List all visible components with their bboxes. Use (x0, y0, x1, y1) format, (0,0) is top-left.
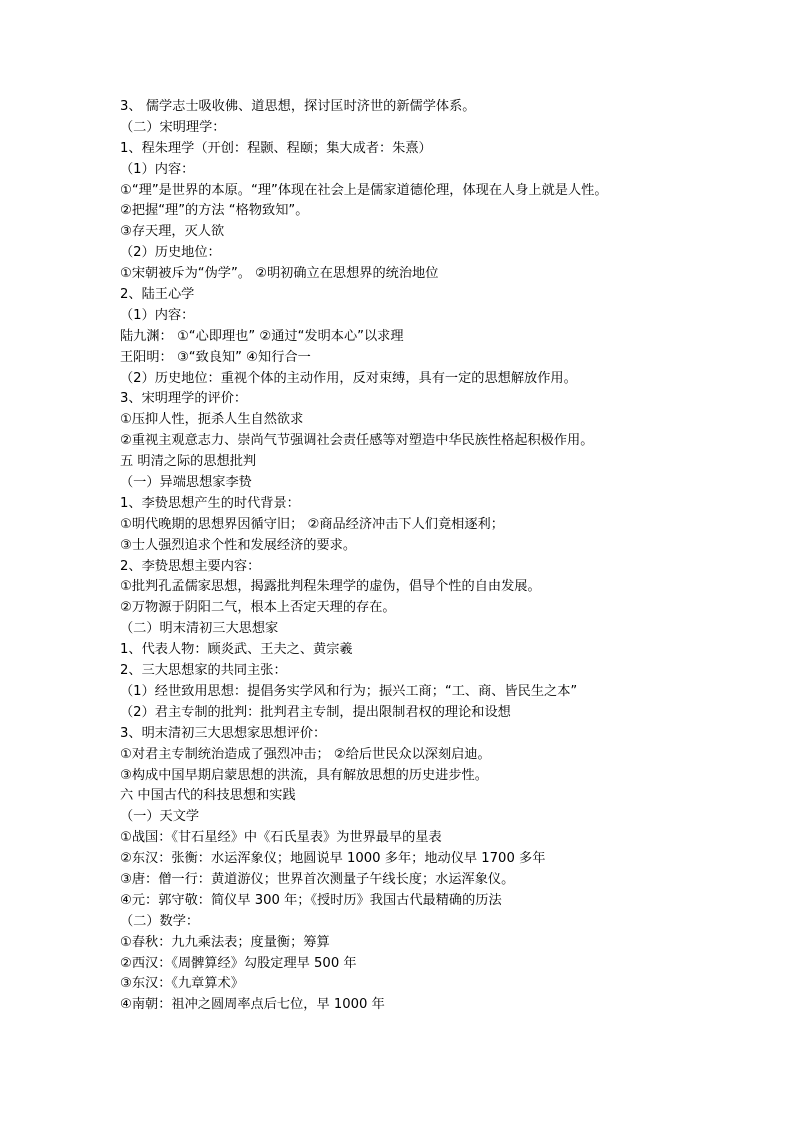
text-line: 1、程朱理学（开创：程颢、程颐；集大成者：朱熹） (120, 140, 432, 156)
text-line: ④元：郭守敬：简仪早 300 年；《授时历》我国古代最精确的历法 (120, 892, 502, 908)
text-line: 3、宋明理学的评价： (120, 391, 248, 407)
text-line: 王阳明： ③“致良知” ④知行合一 (120, 349, 311, 365)
text-line: （1）内容： (120, 307, 195, 323)
text-line: 3、明末清初三大思想家思想评价： (120, 725, 327, 741)
text-line: （2）历史地位：重视个体的主动作用，反对束缚，具有一定的思想解放作用。 (120, 370, 577, 386)
text-line: ①宋朝被斥为“伪学”。 ②明初确立在思想界的统治地位 (120, 266, 439, 282)
text-line: ①对君主专制统治造成了强烈冲击； ②给后世民众以深刻启迪。 (120, 746, 491, 762)
section-heading: 五 明清之际的思想批判 (120, 454, 257, 470)
text-line: ②东汉：张衡：水运浑象仪；地圆说早 1000 多年；地动仪早 1700 多年 (120, 851, 546, 867)
text-line: ②重视主观意志力、崇尚气节强调社会责任感等对塑造中华民族性格起积极作用。 (120, 433, 594, 449)
text-line: ①批判孔孟儒家思想，揭露批判程朱理学的虚伪，倡导个性的自由发展。 (120, 579, 541, 595)
text-line: ③士人强烈追求个性和发展经济的要求。 (120, 537, 357, 553)
text-line: 1、代表人物：顾炎武、王夫之、黄宗羲 (120, 642, 353, 658)
text-line: （2）历史地位： (120, 245, 221, 261)
text-line: ①明代晚期的思想界因循守旧； ②商品经济冲击下人们竟相逐利； (120, 516, 504, 532)
text-line: 2、李贽思想主要内容： (120, 558, 261, 574)
text-line: （一）异端思想家李贽 (120, 475, 252, 491)
text-line: ①春秋：九九乘法表；度量衡；筹算 (120, 934, 330, 950)
text-line: （二）明末清初三大思想家 (120, 621, 279, 637)
text-line: 2、三大思想家的共同主张： (120, 663, 287, 679)
text-line: ③东汉：《九章算术》 (120, 976, 244, 992)
text-line: 3、 儒学志士吸收佛、道思想，探讨匡时济世的新儒学体系。 (120, 99, 476, 114)
text-line: （二）宋明理学： (120, 119, 226, 135)
text-line: ②把握“理”的方法 “格物致知”。 (120, 203, 309, 219)
text-line: （1）内容： (120, 161, 195, 177)
text-line: ④南朝：祖冲之圆周率点后七位，早 1000 年 (120, 997, 385, 1013)
document-body (120, 97, 680, 1016)
text-line: ③存天理，灭人欲 (120, 224, 225, 240)
section-heading: 六 中国古代的科技思想和实践 (120, 788, 296, 804)
text-line: （1）经世致用思想：提倡务实学风和行为；振兴工商；“工、商、皆民生之本” (120, 683, 578, 699)
text-line: ①压抑人性，扼杀人生自然欲求 (120, 412, 304, 428)
text-line: （二）数学： (120, 913, 200, 929)
text-line: ③构成中国早期启蒙思想的洪流，具有解放思想的历史进步性。 (120, 767, 488, 783)
text-line: ②西汉：《周髀算经》勾股定理早 500 年 (120, 955, 357, 971)
text-line: 2、陆王心学 (120, 287, 195, 303)
text-line: （2）君主专制的批判：批判君主专制，提出限制君权的理论和设想 (120, 704, 511, 720)
text-line: ②万物源于阴阳二气，根本上否定天理的存在。 (120, 600, 396, 616)
text-line: （一）天文学 (120, 809, 200, 825)
text-line: ①战国：《甘石星经》中《石氏星表》为世界最早的星表 (120, 830, 442, 846)
text-line: ③唐：僧一行：黄道游仪；世界首次测量子午线长度；水运浑象仪。 (120, 871, 515, 887)
text-line: 陆九渊： ①“心即理也” ②通过“发明本心”以求理 (120, 328, 404, 344)
text-line: 1、李贽思想产生的时代背景： (120, 495, 300, 511)
text-line: ①“理”是世界的本原。“理”体现在社会上是儒家道德伦理，体现在人身上就是人性。 (120, 182, 608, 198)
